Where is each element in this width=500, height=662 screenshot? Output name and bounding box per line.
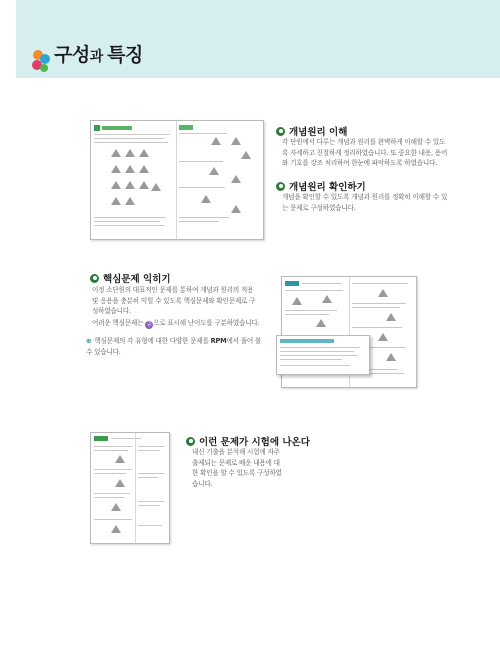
- section-core-problem-note: ⊕ 핵심문제의 각 유형에 대한 다양한 문제를 RPM에서 풀어 볼 수 있습니다.: [86, 337, 262, 356]
- circle-bullet-icon: [90, 274, 99, 283]
- section-exam-heading: 이런 문제가 시험에 나온다: [186, 434, 310, 448]
- section-core-problem-heading: 핵심문제 익히기: [90, 271, 171, 285]
- circle-bullet-icon: [276, 182, 285, 191]
- colorful-puzzle-logo-icon: [30, 48, 52, 74]
- exam-problem-page-thumbnail: [90, 432, 170, 544]
- concept-page-thumbnail: [90, 120, 264, 240]
- circle-bullet-icon: [186, 437, 195, 446]
- confirm-problem-card-thumbnail: [276, 335, 370, 375]
- section-concept-check-heading: 개념원리 확인하기: [276, 179, 366, 193]
- section-concept-check-body: 개념을 확인할 수 있도록 개념과 원리를 정확히 이해할 수 있는 문제로 구성하였습니다.: [282, 193, 448, 212]
- section-exam-body: 내신 기출을 분석해 시험에 자주 출제되는 문제로 배운 내용에 대한 확인을 할 수 있도록 구성하였습니다.: [192, 448, 282, 488]
- circle-bullet-icon: [276, 127, 285, 136]
- page-title: 구성과 특징: [54, 44, 143, 66]
- section-core-problem-difficulty: 어려운 핵심문제는 중 으로 표시해 난이도를 구분하였습니다.: [92, 319, 260, 328]
- section-core-problem-body: 이정 소단원의 대표적인 문제를 통하여 개념과 원리의 적용 및 응용을 충분히 익힐 수 있도록 핵심문제와 확인문제로 구성하였습니다.: [92, 286, 256, 316]
- section-concept-body: 각 단원에서 다루는 개념과 원리를 완벽하게 이해할 수 있도록 자세하고 친절하게 정리하였습니다. 또 중요한 내용, 용어와 기호를 강조 처리하여 한눈에 파악하도록 하였습니다.: [282, 138, 448, 168]
- plus-circle-icon: ⊕: [86, 337, 92, 345]
- difficulty-mark-icon: 중: [146, 322, 152, 328]
- section-concept-heading: 개념원리 이해: [276, 124, 347, 138]
